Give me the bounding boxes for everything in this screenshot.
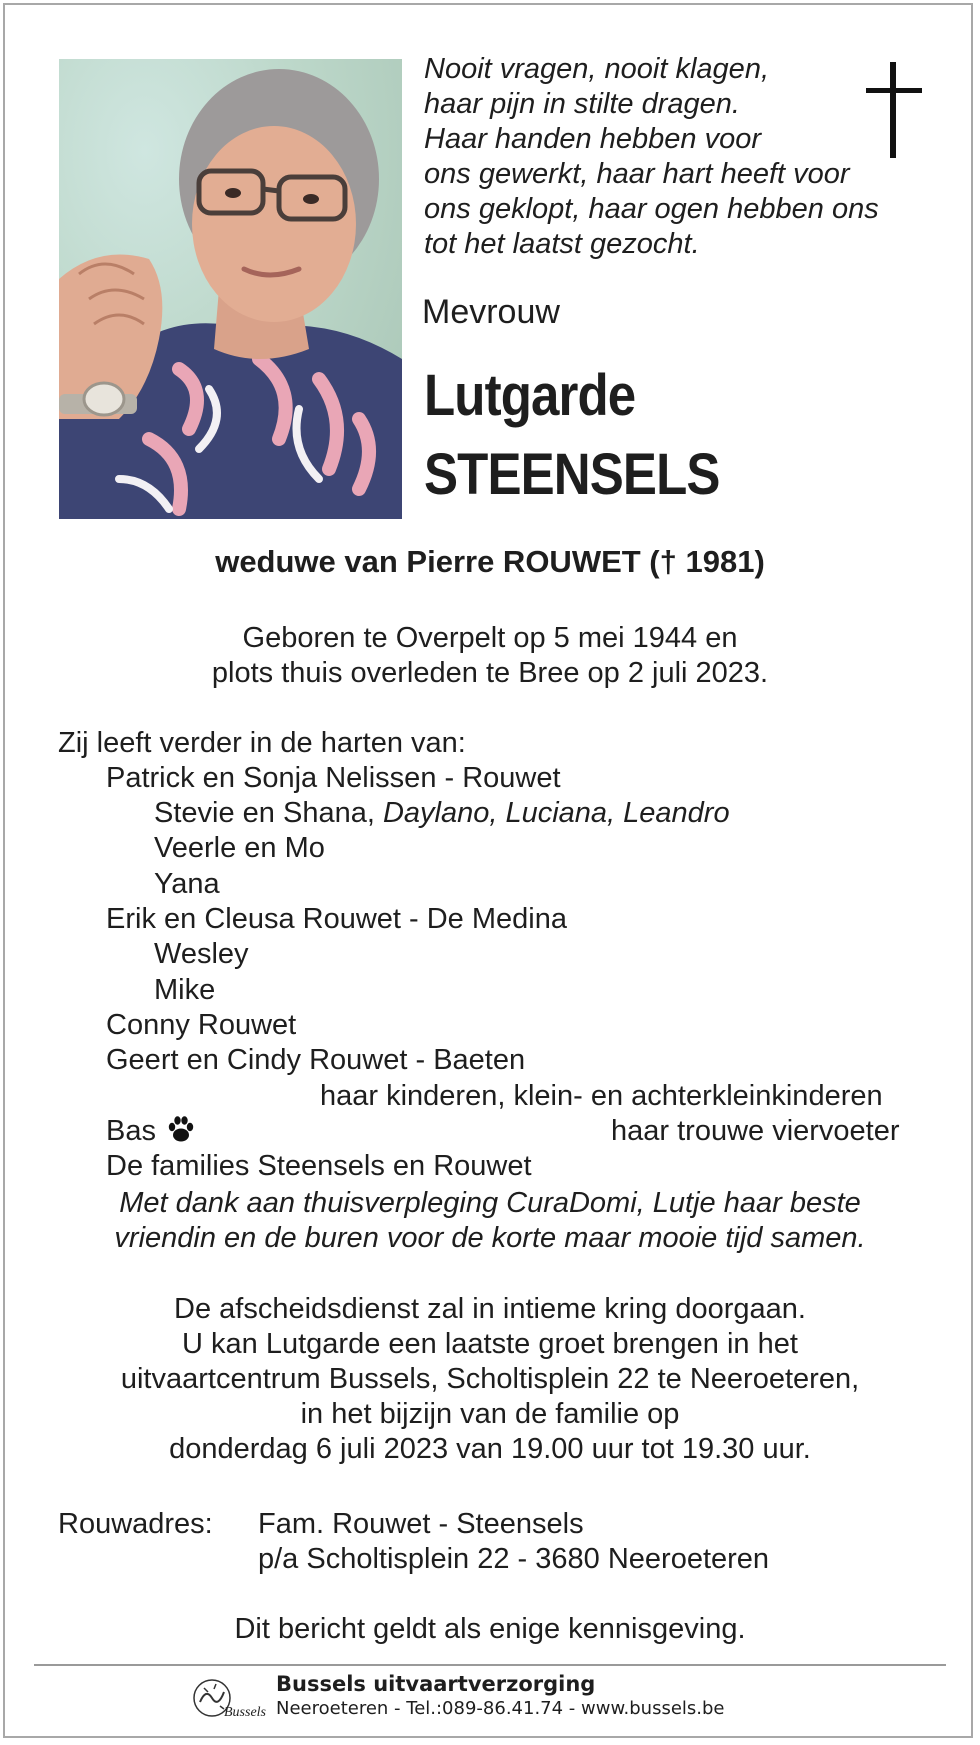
quote-line: ons gewerkt, haar hart heeft voor [424, 158, 850, 190]
birth-death-text [0, 621, 980, 691]
family-member: Mike [154, 974, 216, 1006]
family-member: Conny Rouwet [106, 1009, 297, 1041]
footer-contact: Neeroeteren - Tel.:089-86.41.74 - www.bussels.be [276, 1698, 725, 1719]
address-line: p/a Scholtisplein 22 - 3680 Neeroeteren [258, 1543, 770, 1575]
ceremony-line: De afscheidsdienst zal in intieme kring doorgaan. [174, 1293, 806, 1325]
ceremony-text [0, 1292, 980, 1467]
deceased-first-name: Lutgarde [424, 363, 636, 428]
quote-line: haar pijn in stilte dragen. [424, 88, 740, 120]
cross-icon [866, 62, 922, 158]
ceremony-line: uitvaartcentrum Bussels, Scholtisplein 22 te Neeroeteren, [120, 1363, 860, 1395]
quote-line: tot het laatst gezocht. [424, 228, 700, 260]
family-member: Yana [154, 868, 220, 900]
quote-line: ons geklopt, haar ogen hebben ons [424, 193, 879, 225]
birth-line: Geboren te Overpelt op 5 mei 1944 en [242, 622, 738, 654]
ceremony-line: donderdag 6 juli 2023 van 19.00 uur tot 19.30 uur. [169, 1433, 811, 1465]
death-line: plots thuis overleden te Bree op 2 juli 2023. [211, 657, 769, 689]
family-member: Erik en Cleusa Rouwet - De Medina [106, 903, 567, 935]
pet-name: Bas [106, 1115, 156, 1147]
quote-line: Nooit vragen, nooit klagen, [424, 53, 769, 85]
pet-entry [106, 1115, 196, 1148]
family-member: De families Steensels en Rouwet [106, 1150, 532, 1182]
widow-line: weduwe van Pierre ROUWET († 1981) [215, 544, 765, 579]
thanks-line: vriendin en de buren voor de korte maar mooie tijd samen. [114, 1222, 866, 1254]
address-label: Rouwadres: [58, 1508, 213, 1540]
ceremony-line: U kan Lutgarde een laatste groet brengen in het [182, 1328, 798, 1360]
ceremony-line: in het bijzijn van de familie op [300, 1398, 680, 1430]
family-caption: haar kinderen, klein- en achterkleinkinderen [320, 1080, 883, 1112]
family-member: Patrick en Sonja Nelissen - Rouwet [106, 762, 561, 794]
family-member: Wesley [154, 938, 249, 970]
family-intro: Zij leeft verder in de harten van: [58, 727, 466, 759]
family-member: Veerle en Mo [154, 832, 325, 864]
portrait-photo [59, 59, 402, 519]
family-member [154, 797, 730, 830]
footer-divider [34, 1664, 946, 1666]
footer-company: Bussels uitvaartverzorging [276, 1672, 596, 1696]
great-grandchildren: Daylano, Luciana, Leandro [382, 797, 730, 829]
thanks-text [0, 1186, 980, 1256]
deceased-title: Mevrouw [422, 293, 560, 331]
family-member-names: Stevie en Shana, [154, 797, 383, 829]
portrait-illustration [59, 59, 402, 519]
pet-caption: haar trouwe viervoeter [611, 1115, 900, 1147]
thanks-line: Met dank aan thuisverpleging CuraDomi, Lutje haar beste [119, 1187, 861, 1219]
quote-line: Haar handen hebben voor [424, 123, 761, 155]
family-member: Geert en Cindy Rouwet - Baeten [106, 1044, 526, 1076]
address-line: Fam. Rouwet - Steensels [258, 1508, 584, 1540]
notice-text: Dit bericht geldt als enige kennisgeving. [234, 1613, 746, 1645]
logo-text: Bussels [224, 1705, 266, 1720]
paw-icon [166, 1115, 196, 1143]
deceased-last-name: STEENSELS [424, 442, 720, 507]
bussels-logo [190, 1672, 266, 1724]
